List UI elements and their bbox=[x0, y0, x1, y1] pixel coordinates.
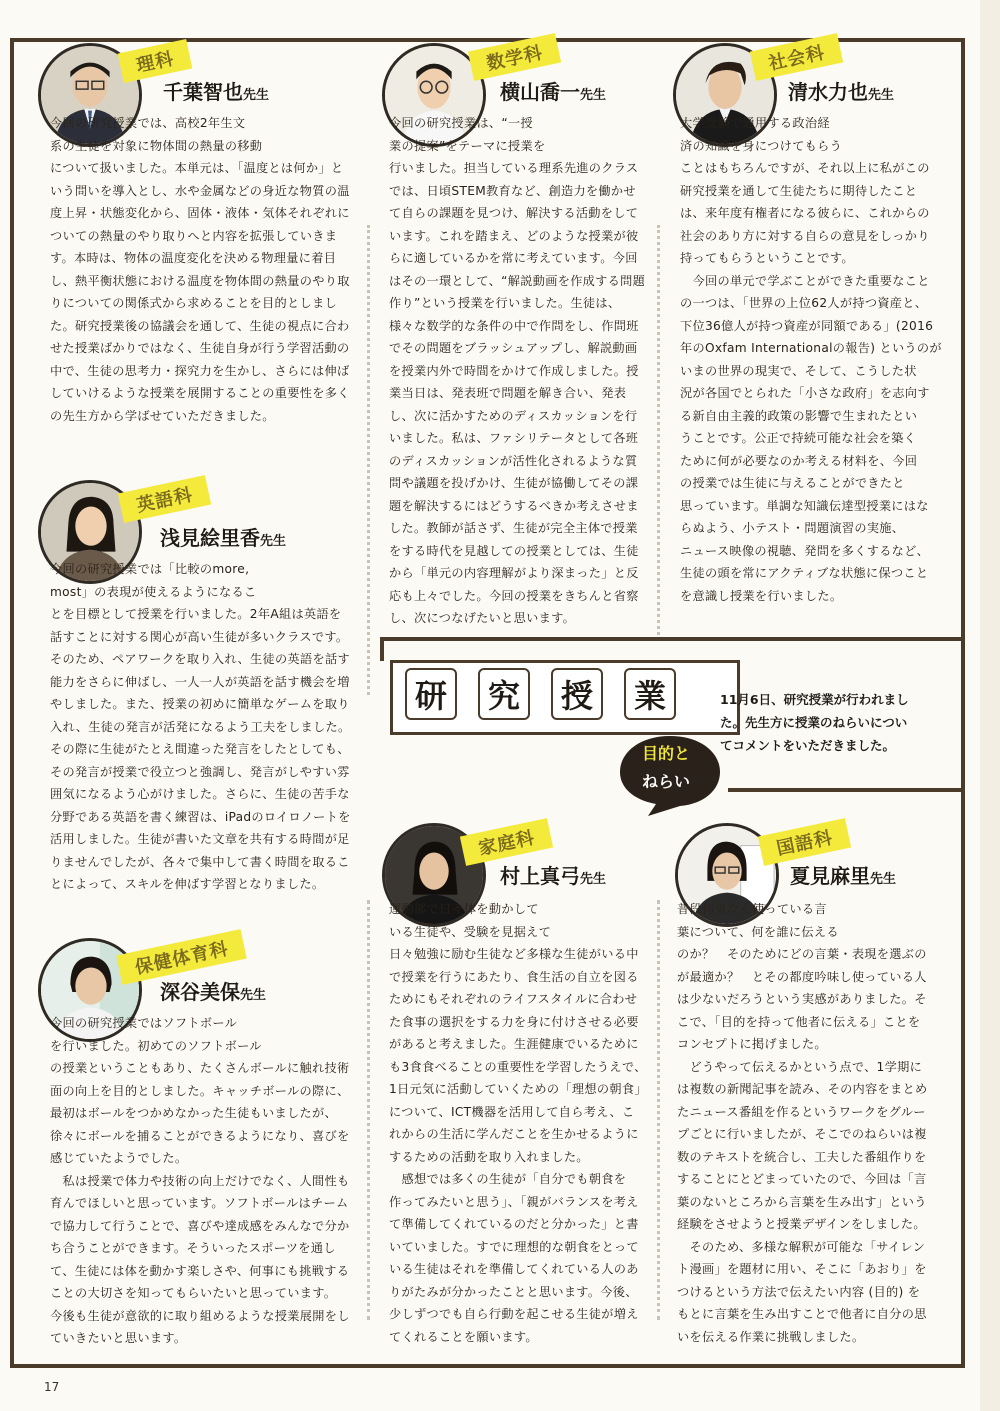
column-divider bbox=[657, 900, 660, 1320]
subject-tag: 保健体育科 bbox=[116, 929, 246, 985]
page-number: 17 bbox=[44, 1380, 60, 1394]
bubble-line: ねらい bbox=[641, 772, 690, 791]
honorific: 先生 bbox=[243, 88, 270, 103]
honorific: 先生 bbox=[870, 872, 897, 887]
section-title-char: 業 bbox=[624, 668, 676, 720]
section-title-char: 授 bbox=[551, 668, 603, 720]
subject-tag: 英語科 bbox=[118, 475, 211, 523]
teacher-name-text: 村上真弓 bbox=[500, 864, 580, 888]
teacher-name-text: 千葉智也 bbox=[163, 80, 243, 104]
teacher-name bbox=[163, 76, 269, 105]
subject-tag: 家庭科 bbox=[460, 818, 553, 866]
title-rule bbox=[380, 637, 965, 641]
bubble-text bbox=[612, 740, 720, 796]
teacher-name-text: 清水力也 bbox=[788, 80, 868, 104]
title-rule bbox=[380, 637, 384, 661]
teacher-comment: 大学受験で通用する政治経 済の知識を身につけてもらう ことはもちろんですが、それ以上に私がこの 研究授業を通して生徒たちに期待したこと は、来年度有権者になる彼らに、これからの 社会のあり方に対する自らの意見をしっかり 持ってもらうということです。 今回の単元で学ぶことができた重要なこと の一つは、「世界の上位62人が持つ資産と、 下位36億人が持つ資産が同額である」(2016 年のOxfam Internationalの報告) というのが いまの世界の現実で、そして、こうした状 況が各国でとられた「小さな政府」を志向す る新自由主義的政策の影響で生まれたとい うことです。公正で持続可能な社会を築く ために何が必要なのか考える材料を、今回 の授業では生徒に与えることができたと 思っています。単調な知識伝達型授業にはな らぬよう、小テスト・問題演習の実施、 ニュース映像の視聴、発問を多くするなど、 生徒の頭を常にアクティブな状態に保つこと を意識し授業を行いました。 bbox=[680, 116, 942, 603]
column-divider bbox=[657, 225, 660, 635]
honorific: 先生 bbox=[580, 872, 607, 887]
teacher-name bbox=[160, 976, 266, 1005]
teacher-name-text: 夏見麻里 bbox=[790, 864, 870, 888]
teacher-name-text: 浅見絵里香 bbox=[160, 526, 260, 550]
section-title-char: 究 bbox=[478, 668, 530, 720]
teacher-comment: 今回の研究授業は、“一授 業の提案”をテーマに授業を 行いました。担当している理系先進のクラス では、日頃STEM教育など、創造力を働かせ て自らの課題を見つけ、解決する活動をして います。これを踏まえ、どのような授業が彼 らに適しているかを常に考えています。今回 はその一環として、“解説動画を作成する問題 作り”という授業を行いました。生徒は、 様々な数学的な条件の中で作問をし、作問班 でその問題をブラッシュアップし、解説動画 を授業内外で時間をかけて作成しました。授 業当日は、発表班で問題を解き合い、発表 し、次に活かすためのディスカッションを行 いました。私は、ファシリテータとして各班 のディスカッションが活性化されるような質 問や議題を投げかけ、生徒が協働してその課 題を解決するにはどうするべきか考えさせま した。教師が話さず、生徒が完全主体で授業 をする時代を見越しての授業としては、生徒 から「単元の内容理解がより深まった」と反 応も上々でした。今回の授業をきちんと省察 し、次につなげたいと思います。 bbox=[389, 116, 646, 625]
column-divider bbox=[367, 900, 370, 1320]
bubble-line: 目的と bbox=[641, 744, 690, 763]
honorific: 先生 bbox=[240, 988, 267, 1003]
subject-tag: 理科 bbox=[118, 39, 193, 83]
subject-tag: 国語科 bbox=[758, 818, 851, 866]
intro-text: 11月6日、研究授業が行われまし た。先生方に授業のねらいについ てコメントをいただきました。 bbox=[720, 692, 909, 753]
honorific: 先生 bbox=[260, 534, 287, 549]
teacher-name bbox=[500, 860, 606, 889]
teacher-comment: 今回の研究授業では「比較のmore, most」の表現が使えるようになるこ とを目標として授業を行いました。2年A組は英語を 話すことに対する関心が高い生徒が多いクラスです。 そのため、ペアワークを取り入れ、生徒の英語を話す 能力をさらに伸ばし、一人一人が英語を話す機会を増 やしました。また、授業の初めに簡単なゲームを取り 入れ、生徒の発言が活発になるよう工夫をしました。 その際に生徒がたとえ間違った発言をしたとしても、 その発言が授業で役立つと強調し、発言がしやすい雰 囲気になるよう心がけました。さらに、生徒の苦手な 分野である英語を書く練習は、iPadのロイロノートを 活用しました。生徒が書いた文章を共有する時間が足 りませんでしたが、各々で集中して書く時間を取るこ とによって、スキルを伸ばす学習となりました。 bbox=[50, 562, 351, 891]
honorific: 先生 bbox=[868, 88, 895, 103]
subject-tag: 数学科 bbox=[468, 33, 561, 81]
column-divider bbox=[367, 225, 370, 695]
section-title-char: 研 bbox=[405, 668, 457, 720]
teacher-name bbox=[788, 76, 894, 105]
teacher-name bbox=[500, 76, 606, 105]
teacher-comment: 普段何気なく使っている言 葉について、何を誰に伝える のか？ そのためにどの言葉・表現を選ぶの が最適か？ とその都度吟味し使っている人 は少ないだろうという実感がありました。そ こで、「目的を持って他者に伝える」ことを コンセプトに掲げました。 どうやって伝えるかという点で、1学期に は複数の新聞記事を読み、その内容をまとめ たニュース番組を作るというワークをグルー プごとに行いましたが、そこでのねらいは複 数のテキストを統合し、工夫した番組作りを することにとどまっていたので、今回は「言 葉のないところから言葉を生み出す」という 経験をさせようと授業デザインをしました。 そのため、多様な解釈が可能な「サイレン ト漫画」を題材に用い、そこに「あおり」を つけるという方法で伝えたい内容 (目的) を もとに言葉を生み出すことで他者に自分の思 いを伝える作業に挑戦しました。 bbox=[677, 902, 928, 1344]
teacher-comment: 運動部で日々体を動かして いる生徒や、受験を見据えて 日々勉強に励む生徒など多様な生徒がいる中 で授業を行うにあたり、食生活の自立を図る ためにもそれぞれのライフスタイルに合わせ た食事の選択をする力を身に付けさせる必要 があると考えました。生涯健康でいるために も3食食べることの重要性を学習したうえで、 1日元気に活動していくための「理想の朝食」 について、ICT機器を活用して自ら考え、こ れからの生活に学んだことを生かせるように するための活動を取り入れました。 感想では多くの生徒が「自分でも朝食を 作ってみたいと思う」、「親がバランスを考え て準備してくれているのだと分かった」と書 いていました。すでに理想的な朝食をとって いる生徒はそれを準備してくれている人のあ りがたみが分かったことと思います。今後、 少しずつでも自ら行動を起こせる生徒が増え てくれることを願います。 bbox=[389, 902, 647, 1344]
teacher-name bbox=[160, 522, 286, 551]
teacher-comment: 今回の研究授業では、高校2年生文 系の生徒を対象に物体間の熱量の移動 について扱いました。本単元は、「温度とは何か」と いう問いを導入とし、水や金属などの身近な物質の温 度上昇・状態変化から、固体・液体・気体それぞれに ついての熱量のやり取りへと内容を拡張していきま す。本時は、物体の温度変化を決める物理量に着目 し、熱平衡状態における温度を物体間の熱量のやり取 りについての関係式から求めることを目的としまし た。研究授業後の協議会を通して、生徒の視点に合わ せた授業ばかりではなく、生徒自身が行う学習活動の 中で、生徒の思考力・探究力を生かし、さらには伸ば していけるような授業を展開することの重要性を多く の先生方から学ばせていただきました。 bbox=[50, 116, 350, 423]
title-rule bbox=[728, 788, 965, 792]
subject-tag: 社会科 bbox=[750, 33, 843, 81]
teacher-name bbox=[790, 860, 896, 889]
page-edge bbox=[980, 0, 1000, 1411]
teacher-comment: 今回の研究授業ではソフトボール を行いました。初めてのソフトボール の授業ということもあり、たくさんボールに触れ技術 面の向上を目的としました。キャッチボールの際に、 最初はボールをつかめなかった生徒もいましたが、 徐々にボールを捕ることができるようになり、喜びを 感じていたようでした。 私は授業で体力や技術の向上だけでなく、人間性も 育んでほしいと思っています。ソフトボールはチーム で協力して行うことで、喜びや達成感をみんなで分か ち合うことができます。そういったスポーツを通し て、生徒には体を動かす楽しさや、何事にも挑戦する ことの大切さを知ってもらいたいと思っています。 今後も生徒が意欲的に取り組めるような授業展開をし ていきたいと思います。 bbox=[50, 1016, 350, 1345]
teacher-name-text: 深谷美保 bbox=[160, 980, 240, 1004]
teacher-name-text: 横山喬一 bbox=[500, 80, 580, 104]
honorific: 先生 bbox=[580, 88, 607, 103]
